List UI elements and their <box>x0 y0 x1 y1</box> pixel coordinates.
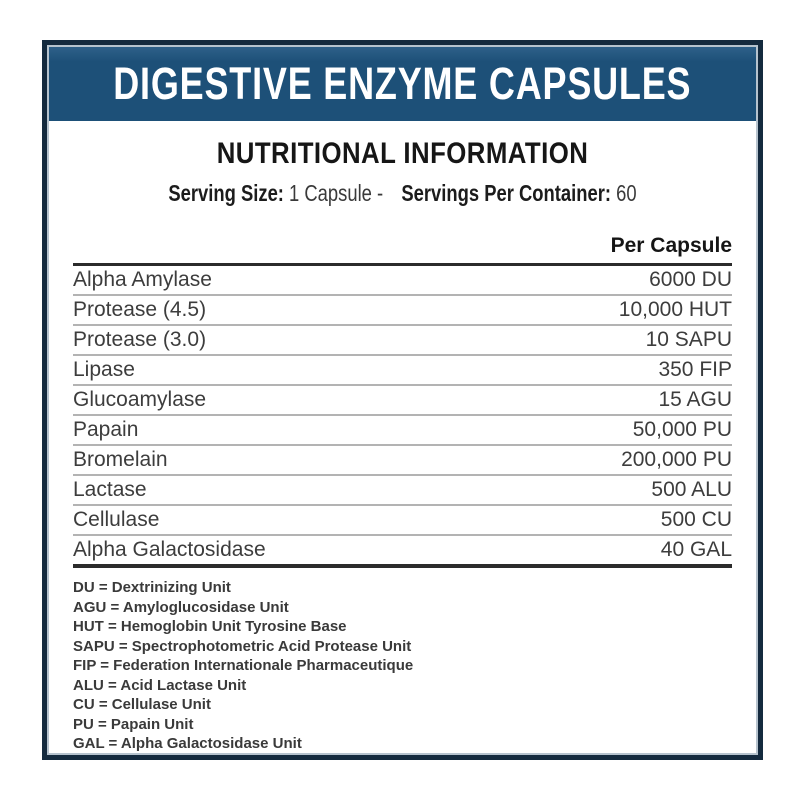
unit-footnotes <box>73 578 732 754</box>
ingredient-amount: 200,000 PU <box>621 448 732 471</box>
ingredient-amount: 500 ALU <box>651 478 732 501</box>
ingredient-amount: 40 GAL <box>660 538 732 561</box>
ingredient-amount: 50,000 PU <box>632 418 732 441</box>
ingredient-amount: 15 AGU <box>658 388 732 411</box>
ingredient-amount: 10,000 HUT <box>618 298 732 321</box>
serving-size-label: Serving Size: <box>168 180 284 206</box>
label-inner-frame <box>47 45 758 755</box>
footnote-line: PU = Papain Unit <box>73 715 194 733</box>
footnote-line: DU = Dextrinizing Unit <box>73 579 231 596</box>
footnote-line: CU = Cellulase Unit <box>73 696 211 713</box>
footnote-line: SAPU = Spectrophotometric Acid Protease Unit <box>73 637 412 655</box>
footnote-line: AGU = Amyloglucosidase Unit <box>73 598 289 616</box>
servings-per-container-value: 60 <box>616 180 637 206</box>
ingredient-amount: 6000 DU <box>649 268 732 291</box>
table-row <box>73 324 732 354</box>
serving-size-value: 1 Capsule <box>289 180 372 206</box>
nutritional-information-heading: NUTRITIONAL INFORMATION <box>216 137 589 170</box>
ingredient-amount: 500 CU <box>660 508 732 531</box>
product-title: DIGESTIVE ENZYME CAPSULES <box>113 58 692 109</box>
label-content <box>49 121 756 754</box>
footnote-line: HUT = Hemoglobin Unit Tyrosine Base <box>73 618 347 635</box>
per-capsule-column-header: Per Capsule <box>610 234 732 257</box>
ingredient-name: Alpha Galactosidase <box>73 538 266 561</box>
ingredients-table <box>73 263 732 568</box>
ingredient-name: Glucoamylase <box>73 388 207 411</box>
ingredient-name: Lipase <box>73 358 135 381</box>
title-band <box>49 47 756 121</box>
table-row <box>73 384 732 414</box>
supplement-label <box>42 40 763 760</box>
serving-separator: - <box>377 180 384 206</box>
servings-per-container-label: Servings Per Container: <box>401 180 612 206</box>
table-row <box>73 414 732 444</box>
ingredient-name: Papain <box>73 418 139 441</box>
footnote-line: GAL = Alpha Galactosidase Unit <box>73 735 302 752</box>
table-row <box>73 504 732 534</box>
table-row <box>73 266 732 294</box>
table-row <box>73 534 732 564</box>
table-row <box>73 474 732 504</box>
ingredient-name: Protease (3.0) <box>73 328 207 351</box>
table-row <box>73 354 732 384</box>
ingredient-amount: 10 SAPU <box>645 328 732 351</box>
ingredient-name: Lactase <box>73 478 147 501</box>
ingredient-name: Bromelain <box>73 448 168 471</box>
ingredient-name: Alpha Amylase <box>73 268 212 291</box>
table-row <box>73 294 732 324</box>
footnote-line: ALU = Acid Lactase Unit <box>73 676 247 694</box>
ingredient-name: Cellulase <box>73 508 160 531</box>
ingredient-amount: 350 FIP <box>658 358 732 381</box>
ingredient-name: Protease (4.5) <box>73 298 207 321</box>
footnote-line: FIP = Federation Internationale Pharmaceutique <box>73 657 414 674</box>
serving-info-line <box>139 180 666 207</box>
table-row <box>73 444 732 474</box>
